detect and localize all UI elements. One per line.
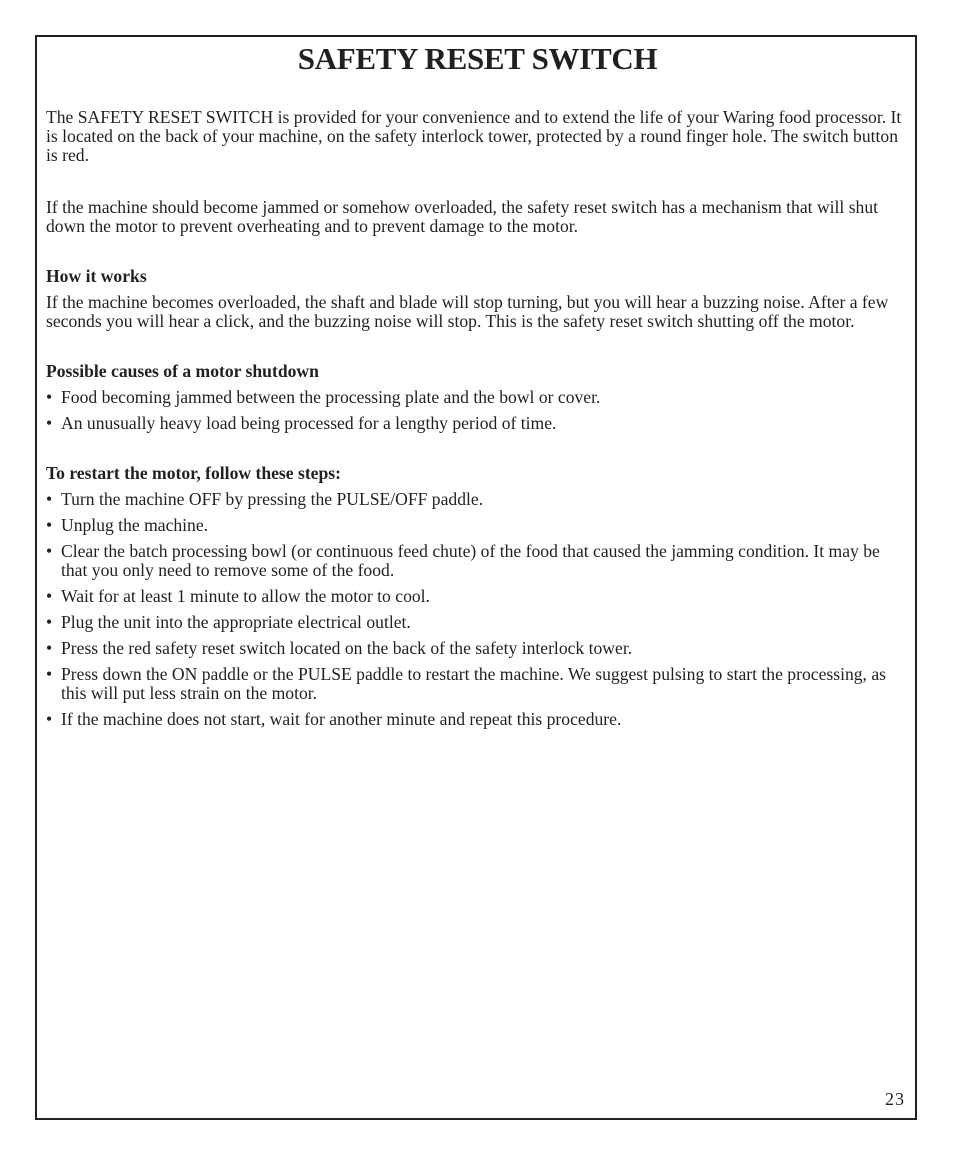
list-item-text: Food becoming jammed between the processing plate and the bowl or cover. — [61, 387, 601, 407]
list-item — [46, 414, 909, 433]
list-item-text: Plug the unit into the appropriate electrical outlet. — [61, 612, 411, 632]
list-item-text: If the machine does not start, wait for another minute and repeat this procedure. — [61, 709, 622, 729]
page-number: 23 — [885, 1089, 905, 1109]
bullet-icon: • — [46, 541, 53, 561]
list-item-text: An unusually heavy load being processed for a lengthy period of time. — [61, 413, 557, 433]
page-title: SAFETY RESET SWITCH — [297, 41, 658, 76]
bullet-icon: • — [46, 387, 53, 407]
list-item-text: Clear the batch processing bowl (or continuous feed chute) of the food that caused the jamming condition. It may be that you only need to remove some of the food. — [61, 541, 880, 580]
list-item — [46, 665, 909, 703]
bullet-icon: • — [46, 586, 53, 606]
list-item — [46, 388, 909, 407]
bullet-icon: • — [46, 709, 53, 729]
section-heading-how-it-works: How it works — [46, 266, 147, 286]
list-item — [46, 542, 909, 580]
section-heading-causes: Possible causes of a motor shutdown — [46, 361, 319, 381]
restart-steps-list — [46, 490, 909, 729]
list-item-text: Press down the ON paddle or the PULSE paddle to restart the machine. We suggest pulsing to start the processing, as this will put less strain on the motor. — [61, 664, 887, 703]
list-item — [46, 710, 909, 729]
list-item — [46, 639, 909, 658]
bullet-icon: • — [46, 515, 53, 535]
list-item-text: Press the red safety reset switch located on the back of the safety interlock tower. — [61, 638, 633, 658]
bullet-icon: • — [46, 664, 53, 684]
intro-paragraph: If the machine should become jammed or somehow overloaded, the safety reset switch has a mechanism that will shut down the motor to prevent overheating and to prevent damage to the motor. — [46, 197, 879, 236]
list-item-text: Wait for at least 1 minute to allow the motor to cool. — [61, 586, 430, 606]
page-content — [46, 41, 909, 729]
section-heading-restart: To restart the motor, follow these steps: — [46, 463, 341, 483]
page-frame — [35, 35, 917, 1120]
list-item-text: Unplug the machine. — [61, 515, 209, 535]
list-item-text: Turn the machine OFF by pressing the PULSE/OFF paddle. — [61, 489, 484, 509]
list-item — [46, 613, 909, 632]
bullet-icon: • — [46, 489, 53, 509]
bullet-icon: • — [46, 413, 53, 433]
list-item — [46, 587, 909, 606]
list-item — [46, 516, 909, 535]
causes-list — [46, 388, 909, 433]
how-it-works-paragraph: If the machine becomes overloaded, the shaft and blade will stop turning, but you will hear a buzzing noise. After a few seconds you will hear a click, and the buzzing noise will stop. This is the safety reset switch shutting off the motor. — [46, 292, 889, 331]
bullet-icon: • — [46, 612, 53, 632]
list-item — [46, 490, 909, 509]
bullet-icon: • — [46, 638, 53, 658]
intro-paragraph: The SAFETY RESET SWITCH is provided for your convenience and to extend the life of your Waring food processor. It is located on the back of your machine, on the safety interlock tower, protected by a round finger hole. The switch button is red. — [46, 107, 902, 165]
